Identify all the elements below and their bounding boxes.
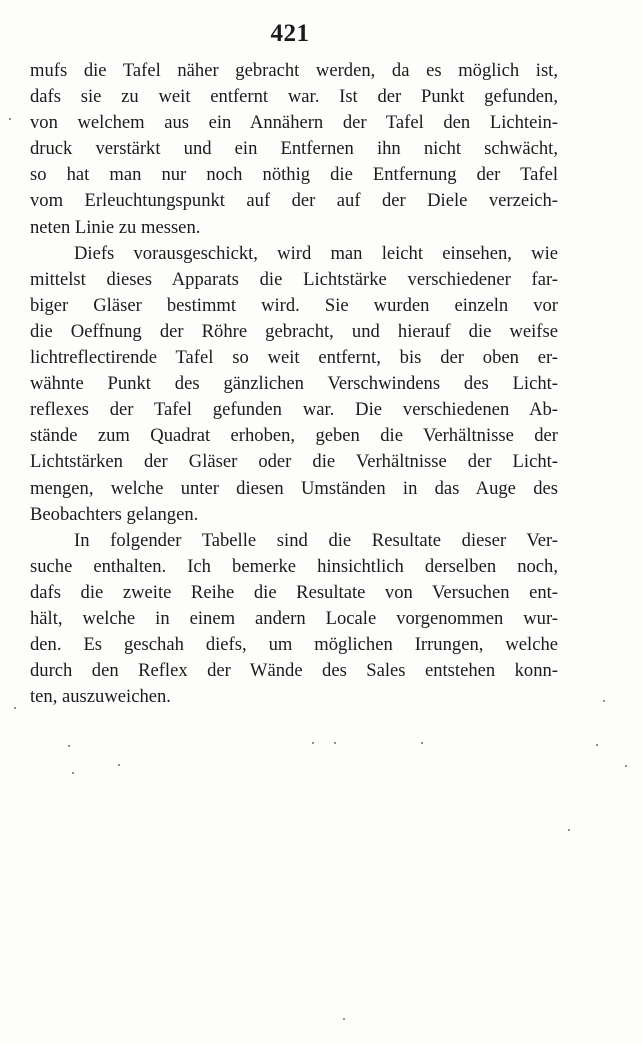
text-line: vom Erleuchtungspunkt auf der auf der Diele verzeich- (30, 190, 558, 212)
text-line: mengen, welche unter diesen Umständen in das Auge des (30, 477, 558, 499)
text-line: biger Gläser bestimmt wird. Sie wurden einzeln vor (30, 294, 558, 316)
scan-speck (421, 742, 423, 744)
text-line: neten Linie zu messen. (30, 216, 201, 238)
scan-speck (625, 765, 627, 767)
scan-speck (603, 700, 605, 702)
text-line: den. Es geschah diefs, um möglichen Irrungen, welche (30, 634, 558, 656)
text-line: so hat man nur noch nöthig die Entfernung der Tafel (30, 164, 558, 186)
text-line: Lichtstärken der Gläser oder die Verhältnisse der Licht- (30, 451, 558, 473)
text-line: Diefs vorausgeschickt, wird man leicht einsehen, wie (74, 242, 558, 264)
scan-speck (118, 764, 120, 766)
scan-speck (334, 742, 336, 744)
text-line: mittelst dieses Apparats die Lichtstärke verschiedener far- (30, 268, 558, 290)
scan-speck (14, 707, 16, 709)
scan-speck (343, 1018, 345, 1020)
scan-speck (72, 772, 74, 774)
scan-speck (596, 744, 598, 746)
text-line: reflexes der Tafel gefunden war. Die verschiedenen Ab- (30, 399, 558, 421)
text-line: durch den Reflex der Wände des Sales entstehen konn- (30, 660, 558, 682)
text-line: druck verstärkt und ein Entfernen ihn nicht schwächt, (30, 138, 558, 160)
text-line: die Oeffnung der Röhre gebracht, und hierauf die weifse (30, 320, 558, 342)
text-line: dafs die zweite Reihe die Resultate von Versuchen ent- (30, 581, 558, 603)
text-line: dafs sie zu weit entfernt war. Ist der Punkt gefunden, (30, 86, 558, 108)
text-line: In folgender Tabelle sind die Resultate dieser Ver- (74, 529, 558, 551)
page-number: 421 (270, 20, 310, 47)
text-line: ten, auszuweichen. (30, 686, 171, 708)
text-line: wähnte Punkt des gänzlichen Verschwindens des Licht- (30, 373, 558, 395)
body-text (30, 58, 558, 710)
scan-speck (312, 742, 314, 744)
text-line: suche enthalten. Ich bemerke hinsichtlich derselben noch, (30, 555, 558, 577)
text-line: lichtreflectirende Tafel so weit entfernt, bis der oben er- (30, 347, 558, 369)
scan-speck (9, 118, 11, 120)
text-line: von welchem aus ein Annähern der Tafel den Lichtein- (30, 112, 558, 134)
text-line: mufs die Tafel näher gebracht werden, da es möglich ist, (30, 60, 558, 81)
scan-speck (568, 829, 570, 831)
text-line: Beobachters gelangen. (30, 503, 199, 525)
text-line: hält, welche in einem andern Locale vorgenommen wur- (30, 607, 558, 629)
scan-speck (68, 745, 70, 747)
text-line: stände zum Quadrat erhoben, geben die Verhältnisse der (30, 425, 558, 447)
